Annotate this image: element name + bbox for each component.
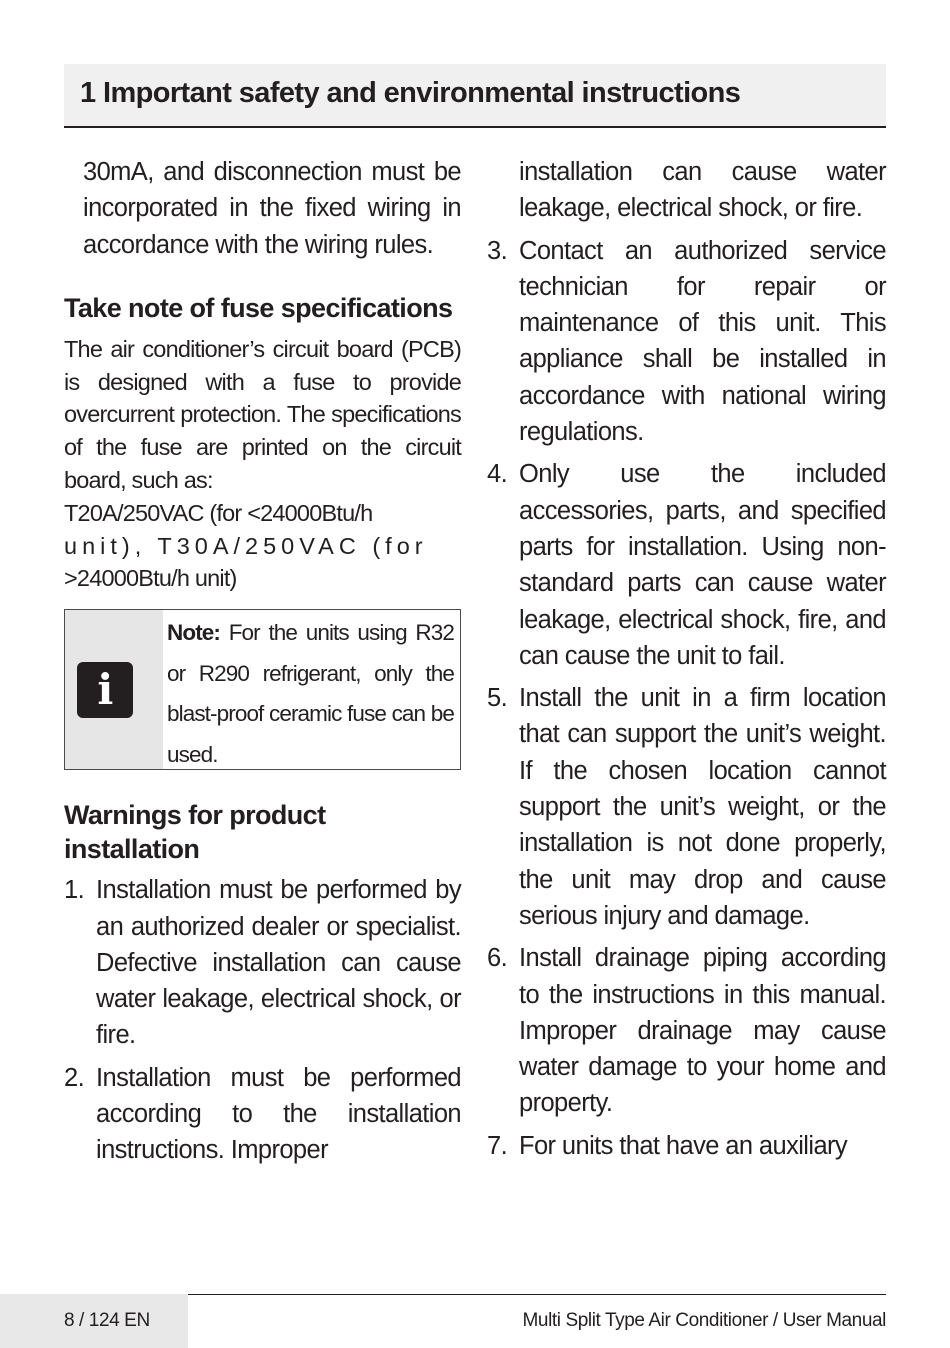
continuation-paragraph: installation can cause water leakage, electrical shock, or fire. <box>519 158 886 223</box>
list-item-number: 6. <box>487 944 508 973</box>
warnings-list-left <box>64 872 461 1168</box>
list-item <box>487 680 886 934</box>
list-item-text: Install drainage piping according to the instructions in this manual. Improper drainage may cause water damage to your home and property. <box>519 944 886 1118</box>
list-item <box>64 1060 461 1169</box>
list-item <box>487 233 886 451</box>
fuse-paragraph: The air conditioner’s circuit board (PCB) is designed with a fuse to provide overcurrent protection. The specifications of the fuse are printed on the circuit board, such as: <box>64 335 461 494</box>
fuse-spec-line-2: unit), T30A/250VAC (for <box>64 532 428 559</box>
footer-manual-title: Multi Split Type Air Conditioner / User Manual <box>522 1310 886 1331</box>
list-item-text: Only use the included accessories, parts, and specified parts for installation. Using non-standard parts can cause water leakage, electrical shock, fire, and can cause the unit to fail. <box>519 460 886 670</box>
section-header <box>64 64 886 128</box>
note-body: For the units using R32 or R290 refrigerant, only the blast-proof ceramic fuse can be used. <box>167 620 454 767</box>
warnings-list-right <box>487 233 886 1164</box>
list-item <box>487 456 886 674</box>
fuse-section <box>64 333 461 595</box>
list-item-text: Installation must be performed by an authorized dealer or specialist. Defective installation can cause water leakage, electrical shock, or fire. <box>96 876 461 1050</box>
list-item-text: Install the unit in a firm location that can support the unit’s weight. If the chosen location cannot support the unit’s weight, or the installation is not done properly, the unit may drop and cause serious injury and damage. <box>519 684 886 930</box>
list-item <box>487 940 886 1121</box>
note-label: Note: <box>167 620 220 646</box>
list-item-text: Contact an authorized service technician for repair or maintenance of this unit. This appliance shall be installed in accordance with national wiring regulations. <box>519 236 886 447</box>
page-number: 8 / 124 EN <box>0 1294 188 1348</box>
list-item <box>64 872 461 1053</box>
list-item-text: Installation must be performed according to the installation instructions. Improper <box>96 1063 461 1165</box>
list-item <box>487 1128 886 1164</box>
fuse-heading: Take note of fuse specifications <box>64 292 453 323</box>
list-item-text: For units that have an auxiliary <box>519 1131 848 1160</box>
fuse-spec-line-1: T20A/250VAC (for <24000Btu/h <box>64 499 373 526</box>
left-column <box>64 154 461 1169</box>
list-item-number: 3. <box>487 236 508 265</box>
warnings-heading: Warnings for product installation <box>64 800 326 865</box>
list-item-number: 2. <box>64 1063 85 1092</box>
fuse-spec-line-3: >24000Btu/h unit) <box>64 565 237 592</box>
list-item-number: 5. <box>487 684 508 713</box>
note-box <box>64 609 461 770</box>
list-item-number: 1. <box>64 876 85 905</box>
intro-paragraph: 30mA, and disconnection must be incorporated in the fixed wiring in accordance with the wiring rules. <box>83 158 461 259</box>
info-icon: i <box>77 662 133 718</box>
list-item-number: 4. <box>487 460 508 489</box>
list-item-number: 7. <box>487 1131 508 1160</box>
note-text <box>163 610 460 769</box>
section-title: 1 Important safety and environmental instructions <box>80 77 741 109</box>
right-column <box>487 154 886 1164</box>
